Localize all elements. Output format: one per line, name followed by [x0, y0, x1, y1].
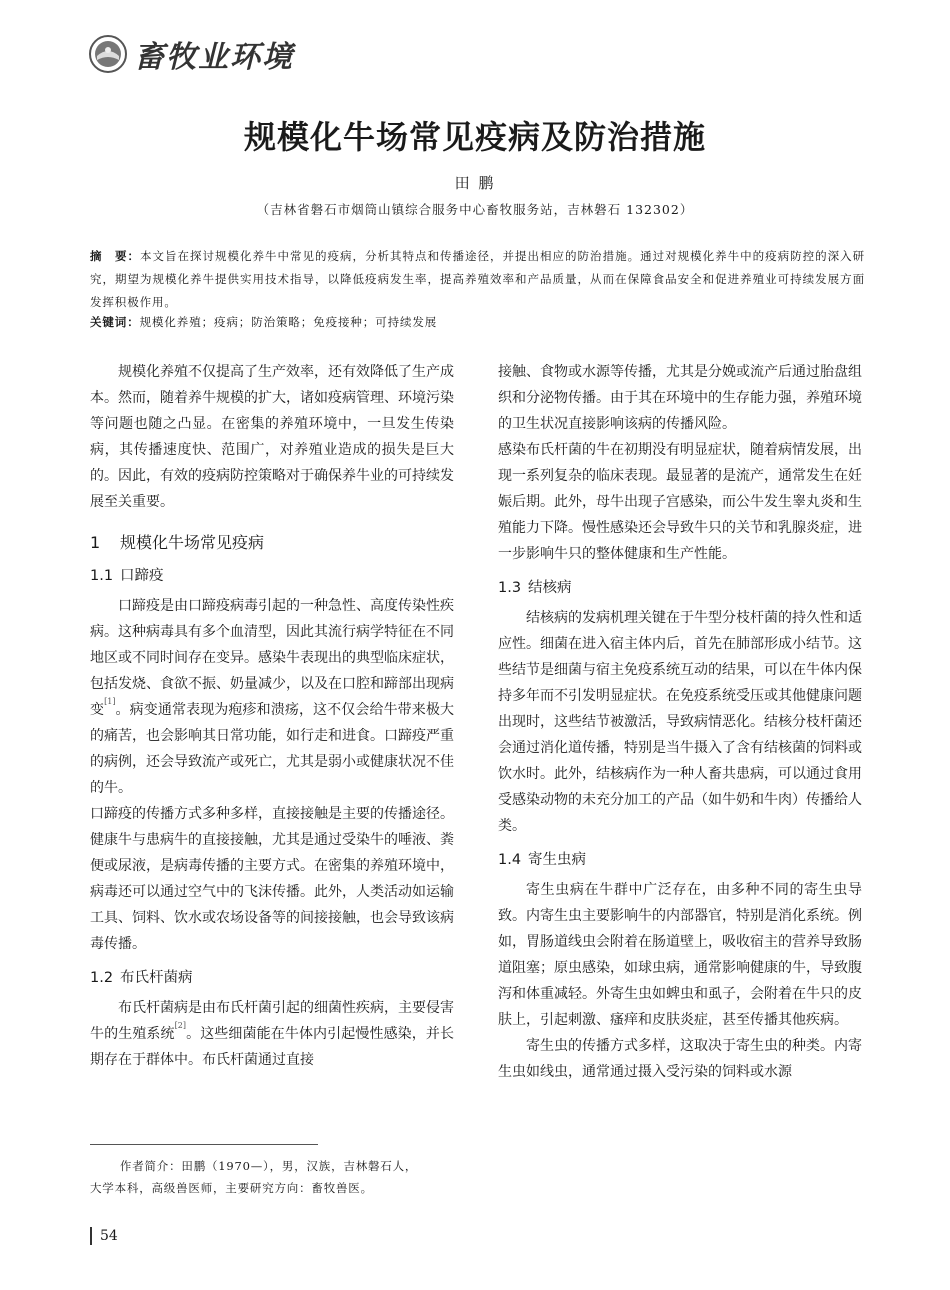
section-1-3-number: 1.3 — [498, 580, 522, 596]
citation-ref: [1] — [104, 697, 116, 706]
journal-logo-icon — [88, 34, 128, 74]
abstract-text: 本文旨在探讨规模化养牛中常见的疫病，分析其特点和传播途径，并提出相应的防治措施。通过对规模化养牛中的疫病防控的深入研究，期望为规模化养牛提供实用技术指导，以降低疫病发生率，提高养殖效率和产品质量，从而在保障食品安全和促进养殖业可持续发展方面发挥积极作用。 — [90, 249, 865, 309]
section-1-1-title: 口蹄疫 — [120, 568, 164, 584]
paragraph-text: 。这些细菌能在牛体内引起慢性感染，并长期存在于群体中。布氏杆菌通过直接 — [90, 1026, 455, 1068]
journal-name: 畜牧业环境 — [134, 40, 294, 75]
right-column — [498, 359, 862, 1085]
section-1-4-paragraph-1: 寄生虫病在牛群中广泛存在，由多种不同的寄生虫导致。内寄生虫主要影响牛的内部器官，特别是消化系统。例如，胃肠道线虫会附着在肠道壁上，吸收宿主的营养导致肠道阻塞；原虫感染，如球虫病，通常影响健康的牛，导致腹泻和体重减轻。外寄生虫如蜱虫和虱子，会附着在牛只的皮肤上，引起刺激、瘙痒和皮肤炎症，甚至传播其他疾病。 — [498, 882, 862, 1028]
keywords-text: 规模化养殖；疫病；防治策略；免疫接种；可持续发展 — [139, 315, 438, 329]
footnote-divider — [90, 1144, 318, 1145]
abstract-label: 摘 要： — [90, 249, 141, 263]
section-1-3-heading — [498, 575, 862, 601]
section-1-1-heading — [90, 563, 454, 589]
section-1-1-number: 1.1 — [90, 568, 114, 584]
section-1-4-number: 1.4 — [498, 852, 522, 868]
section-1-4-heading — [498, 847, 862, 873]
section-1-1-paragraph-1 — [90, 593, 454, 801]
page-number — [90, 1226, 118, 1246]
section-1-4-title: 寄生虫病 — [528, 852, 586, 868]
footnote-line-2: 大学本科，高级兽医师，主要研究方向：畜牧兽医。 — [90, 1181, 373, 1195]
paragraph-text: 。病变通常表现为疱疹和溃疡，这不仅会给牛带来极大的痛苦，也会影响其日常功能，如行走和进食。口蹄疫严重的病例，还会导致流产或死亡，尤其是弱小或健康状况不佳的牛。 — [90, 702, 455, 796]
section-1-2-paragraph-1 — [90, 995, 454, 1073]
citation-ref: [2] — [174, 1021, 186, 1030]
article-author: 田 鹏 — [454, 174, 496, 192]
section-1-2-title: 布氏杆菌病 — [120, 970, 193, 986]
footnote-line-1: 作者简介：田鹏（1970—），男，汉族，吉林磐石人， — [119, 1159, 418, 1173]
section-1-2-paragraph-1-continued: 接触、食物或水源等传播，尤其是分娩或流产后通过胎盘组织和分泌物传播。由于其在环境中的生存能力强，养殖环境的卫生状况直接影响该病的传播风险。 — [498, 364, 862, 432]
section-1-number: 1 — [90, 533, 101, 552]
section-1-3-title: 结核病 — [528, 580, 572, 596]
section-1-1-paragraph-2: 口蹄疫的传播方式多种多样，直接接触是主要的传播途径。健康牛与患病牛的直接接触，尤其是通过受染牛的唾液、粪便或尿液，是病毒传播的主要方式。在密集的养殖环境中，病毒还可以通过空气中的飞沫传播。此外，人类活动如运输工具、饲料、饮水或农场设备等的间接接触，也会导致该病毒传播。 — [90, 806, 454, 952]
author-affiliation: （吉林省磐石市烟筒山镇综合服务中心畜牧服务站，吉林磐石 132302） — [256, 202, 694, 217]
keywords-label: 关键词： — [90, 315, 140, 329]
section-1-title: 规模化牛场常见疫病 — [120, 533, 265, 552]
section-1-2-heading — [90, 965, 454, 991]
section-1-heading — [90, 531, 454, 555]
article-title: 规模化牛场常见疫病及防治措施 — [243, 118, 706, 156]
paragraph-text: 口蹄疫是由口蹄疫病毒引起的一种急性、高度传染性疾病。这种病毒具有多个血清型，因此其流行病学特征在不同地区或不同时间存在变异。感染牛表现出的典型临床症状，包括发烧、食欲不振、奶量减少，以及在口腔和蹄部出现病变 — [90, 598, 454, 718]
section-1-4-paragraph-2: 寄生虫的传播方式多样，这取决于寄生虫的种类。内寄生虫如线虫，通常通过摄入受污染的饲料或水源 — [498, 1038, 862, 1080]
keywords — [90, 312, 865, 332]
page-number-bar — [90, 1227, 92, 1245]
author-footnote — [90, 1155, 460, 1199]
section-1-2-number: 1.2 — [90, 970, 114, 986]
abstract — [90, 245, 865, 314]
section-1-3-paragraph-1: 结核病的发病机理关键在于牛型分枝杆菌的持久性和适应性。细菌在进入宿主体内后，首先在肺部形成小结节。这些结节是细菌与宿主免疫系统互动的结果，可以在牛体内保持多年而不引发明显症状。在免疫系统受压或其他健康问题出现时，这些结节被激活，导致病情恶化。结核分枝杆菌还会通过消化道传播，特别是当牛摄入了含有结核菌的饲料或饮水时。此外，结核病作为一种人畜共患病，可以通过食用受感染动物的未充分加工的产品（如牛奶和牛肉）传播给人类。 — [498, 610, 862, 834]
intro-paragraph: 规模化养殖不仅提高了生产效率，还有效降低了生产成本。然而，随着养牛规模的扩大，诸如疫病管理、环境污染等问题也随之凸显。在密集的养殖环境中，一旦发生传染病，其传播速度快、范围广，对养殖业造成的损失是巨大的。因此，有效的疫病防控策略对于确保养牛业的可持续发展至关重要。 — [90, 364, 454, 510]
left-column — [90, 359, 454, 1073]
section-1-2-paragraph-2: 感染布氏杆菌的牛在初期没有明显症状，随着病情发展，出现一系列复杂的临床表现。最显著的是流产，通常发生在妊娠后期。此外，母牛出现子宫感染，而公牛发生睾丸炎和生殖能力下降。慢性感染还会导致牛只的关节和乳腺炎症，进一步影响牛只的整体健康和生产性能。 — [498, 442, 862, 562]
page-number-text: 54 — [100, 1228, 118, 1244]
journal-header — [88, 32, 294, 76]
paragraph-text: 布氏杆菌病是由布氏杆菌引起的细菌性疾病，主要侵害牛的生殖系统 — [90, 1000, 454, 1042]
